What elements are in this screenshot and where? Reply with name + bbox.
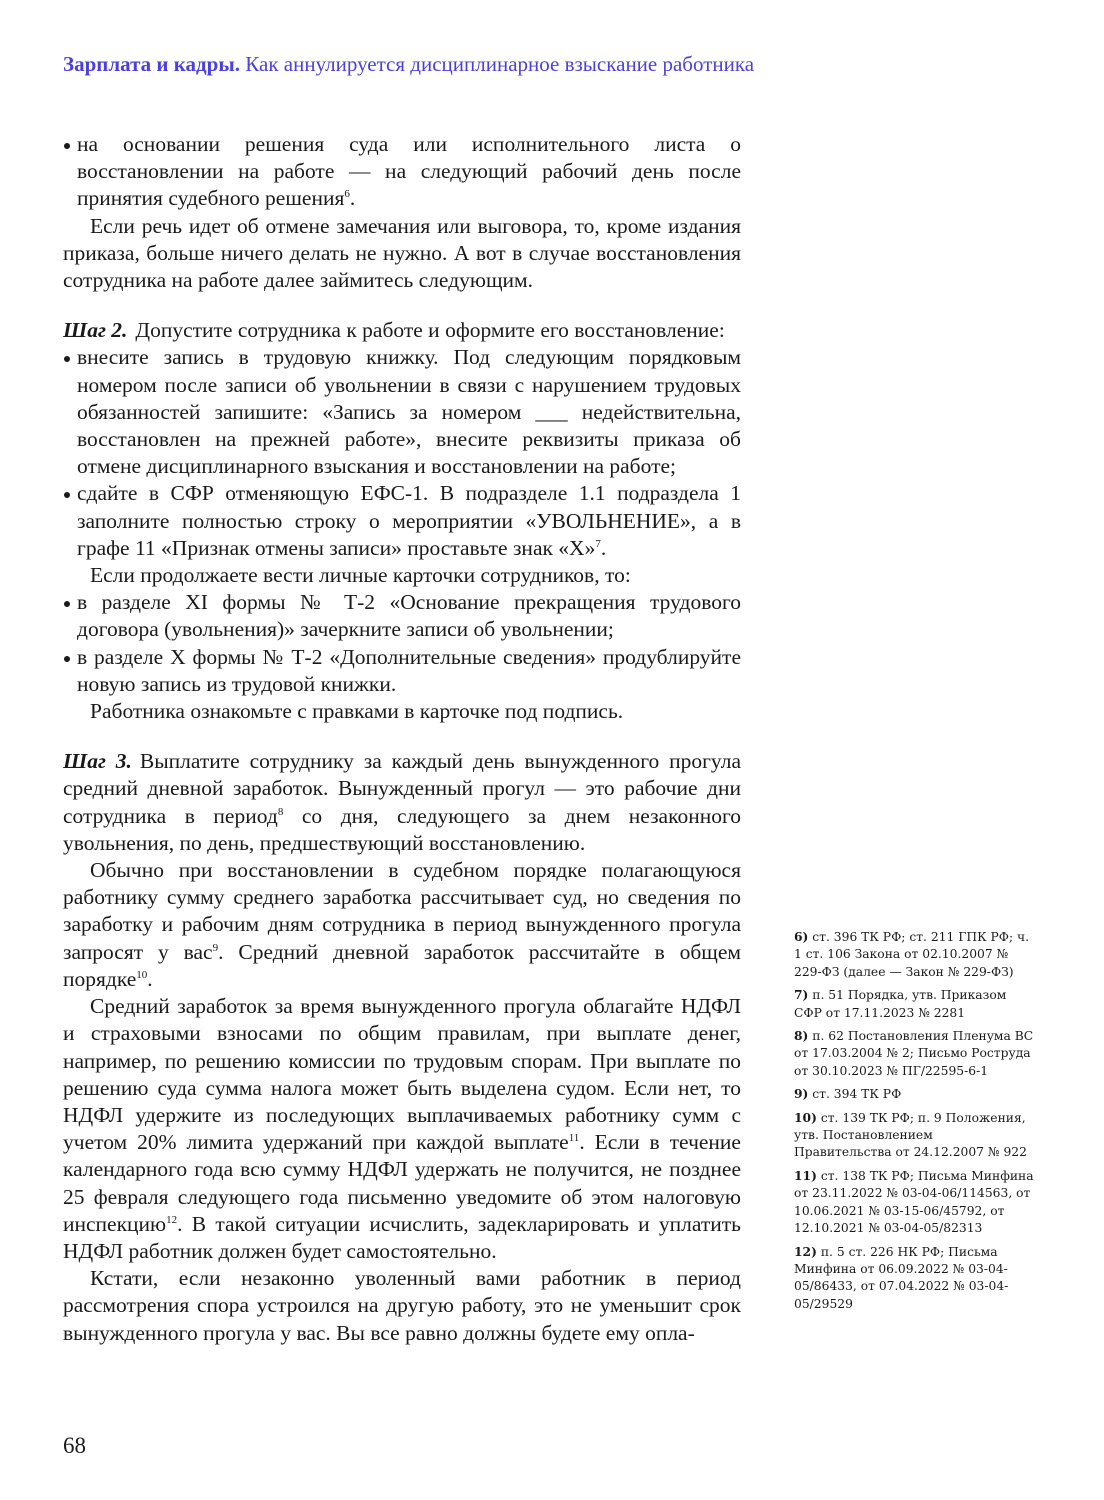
footnote-ref[interactable]: 9 xyxy=(212,941,219,954)
main-text xyxy=(63,131,741,1347)
step-2: Шаг 2. Допустите сотрудника к работе и оформите его восстановление: xyxy=(63,318,725,343)
footnote-ref[interactable]: 11 xyxy=(568,1131,580,1144)
step-label: Шаг 3. xyxy=(63,749,132,774)
footnotes xyxy=(794,928,1034,1318)
header-title: Как аннулируется дисциплинарное взыскание работника xyxy=(245,52,755,76)
list-item: сдайте в СФР отменяющую ЕФС-1. В подразделе 1.1 подраздела 1 заполните полностью строку о мероприятии «УВОЛЬНЕНИЕ», а в графе 11 «Признак отмены записи» проставьте знак «Х»$^7$. xyxy=(63,480,741,562)
paragraph: Кстати, если незаконно уволенный вами работник в период рассмотрения спора устроился на другую работу, это не уменьшит срок вынужденного прогула у вас. Вы все равно должны будете ему опла- xyxy=(63,1266,741,1345)
step-label: Шаг 2. xyxy=(63,318,128,343)
footnote-ref[interactable]: 6 xyxy=(344,188,350,201)
paragraph: Обычно при восстановлении в судебном порядке полагающуюся работнику сумму среднего заработка рассчитывает суд, но сведения по заработку и рабочим дням сотрудника в период вынужденного прогула запросят у вас$^9$. Средний дневной заработок рассчитайте в общем порядке$^{10}$. xyxy=(63,858,741,991)
list-item: в разделе XI формы № Т-2 «Основание прекращения трудового договора (увольнения)» зачеркните записи об увольнении; xyxy=(63,589,741,643)
footnote-ref[interactable]: 10 xyxy=(136,968,148,981)
paragraph: Средний заработок за время вынужденного прогула облагайте НДФЛ и страховыми взносами по общим правилам, при выплате денег, например, по решению комиссии по трудовым спорам. При выплате по решению суда сумма налога может быть выделена судом. Если нет, то НДФЛ удержите из последующих выплачиваемых работнику сумм с учетом 20% лимита удержаний при каждой выплате$^{11}$. Если в течение календарного года всю сумму НДФЛ удержать не получится, не позднее 25 февраля следующего года письменно уведомите об этом налоговую инспекцию$^{12}$. В такой ситуации исчислить, задекларировать и уплатить НДФЛ работник должен будет самостоятельно. xyxy=(63,994,741,1263)
footnote-ref[interactable]: 7 xyxy=(595,537,601,550)
running-header xyxy=(63,52,963,77)
footnote: 10) ст. 139 ТК РФ; п. 9 Положения, утв. Постановлением Правительства от 24.12.2007 № 922 xyxy=(794,1109,1027,1160)
footnote: 11) ст. 138 ТК РФ; Письма Минфина от 23.11.2022 № 03-04-06/114563, от 10.06.2021 № 03-15-06/45792, от 12.10.2021 № 03-04-05/82313 xyxy=(794,1167,1034,1236)
footnote: 7) п. 51 Порядка, утв. Приказом СФР от 17.11.2023 № 2281 xyxy=(794,987,1007,1020)
header-section: Зарплата и кадры. xyxy=(63,52,241,76)
footnote: 9) ст. 394 ТК РФ xyxy=(794,1086,902,1102)
footnote-ref[interactable]: 12 xyxy=(166,1213,178,1226)
list-item: на основании решения суда или исполнительного листа о восстановлении на работе — на следующий рабочий день после принятия судебного решения$^6$. xyxy=(63,131,741,213)
footnote: 8) п. 62 Постановления Пленума ВС от 17.03.2004 № 2; Письмо Роструда от 30.10.2023 № ПГ/22595-6-1 xyxy=(794,1028,1034,1078)
footnote-ref[interactable]: 8 xyxy=(277,805,284,818)
paragraph: Если продолжаете вести личные карточки сотрудников, то: xyxy=(90,563,631,588)
page-number: 68 xyxy=(63,1433,86,1458)
paragraph: Если речь идет об отмене замечания или выговора, то, кроме издания приказа, больше ничего делать не нужно. А вот в случае восстановления сотрудника на работе далее займитесь следующим. xyxy=(63,213,741,293)
footnote: 6) ст. 396 ТК РФ; ст. 211 ГПК РФ; ч. 1 ст. 106 Закона от 02.10.2007 № 229-ФЗ (далее — Закон № 229-ФЗ) xyxy=(794,929,1030,979)
paragraph: Работника ознакомьте с правками в карточке под подпись. xyxy=(90,699,624,724)
list-item: в разделе X формы № Т-2 «Дополнительные сведения» продублируйте новую запись из трудовой книжки. xyxy=(63,644,741,698)
footnote: 12) п. 5 ст. 226 НК РФ; Письма Минфина от 06.09.2022 № 03-04-05/86433, от 07.04.2022 № 03-04-05/29529 xyxy=(794,1243,1009,1311)
step-3: Шаг 3. Выплатите сотруднику за каждый день вынужденного прогула средний дневной заработок. Вынужденный прогул — это рабочие дни сотрудника в период$^8$ со дня, следующего за днем незаконного увольнения, по день, предшествующий восстановлению. xyxy=(63,749,741,855)
list-item: внесите запись в трудовую книжку. Под следующим порядковым номером после записи об увольнении в связи с нарушением трудовых обязанностей запишите: «Запись за номером ___ недействительна, восстановлен на прежней работе», внесите реквизиты приказа об отмене дисциплинарного взыскания и восстановлении на работе; xyxy=(63,344,741,480)
